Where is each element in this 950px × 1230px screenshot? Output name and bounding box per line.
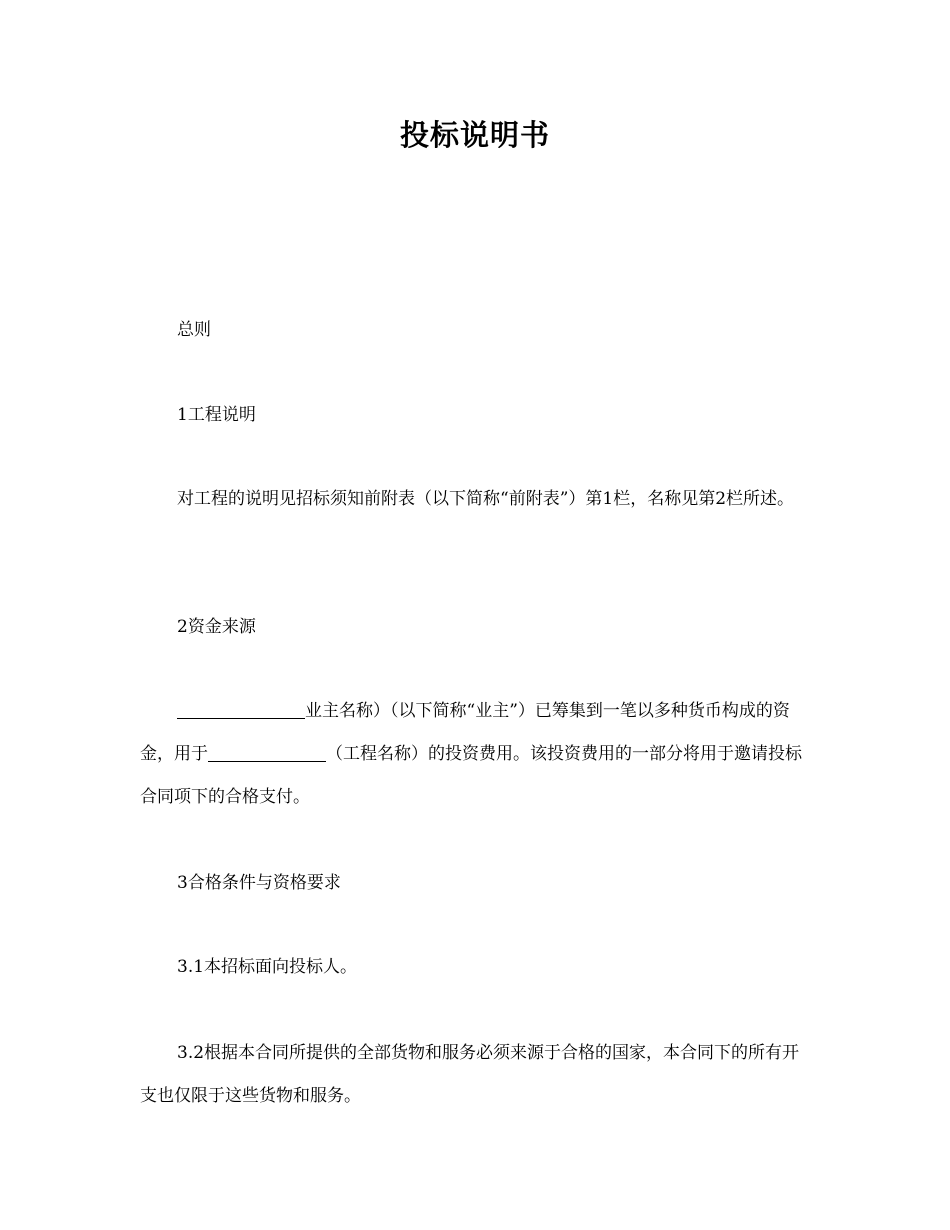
heading-eligibility: 3合格条件与资格要求 xyxy=(177,873,341,893)
funding-text-part-b: （工程名称）的投资费用。该投资费用的一部分将用于邀请投标合同项下的合格支付。 xyxy=(140,744,802,807)
paragraph-eligibility-3-1: 3.1本招标面向投标人。 xyxy=(177,957,358,977)
document-title: 投标说明书 xyxy=(399,118,550,152)
section-general-heading: 总则 xyxy=(177,320,211,340)
heading-funding-source: 2资金来源 xyxy=(177,617,256,637)
paragraph-funding-source xyxy=(140,690,810,819)
paragraph-eligibility-3-2: 3.2根据本合同所提供的全部货物和服务必须来源于合格的国家，本合同下的所有开支也仅限于这些货物和服务。 xyxy=(140,1043,800,1106)
paragraph-project-description: 对工程的说明见招标须知前附表（以下简称“前附表”）第1栏，名称见第2栏所述。 xyxy=(177,489,795,509)
project-name-blank xyxy=(208,744,326,762)
owner-name-blank xyxy=(177,701,305,719)
funding-text-part-a: 业主名称）（以下简称“业主”）已筹集到一笔以多种货币构成的资金，用于 xyxy=(140,701,790,764)
heading-project-description: 1工程说明 xyxy=(177,405,256,425)
